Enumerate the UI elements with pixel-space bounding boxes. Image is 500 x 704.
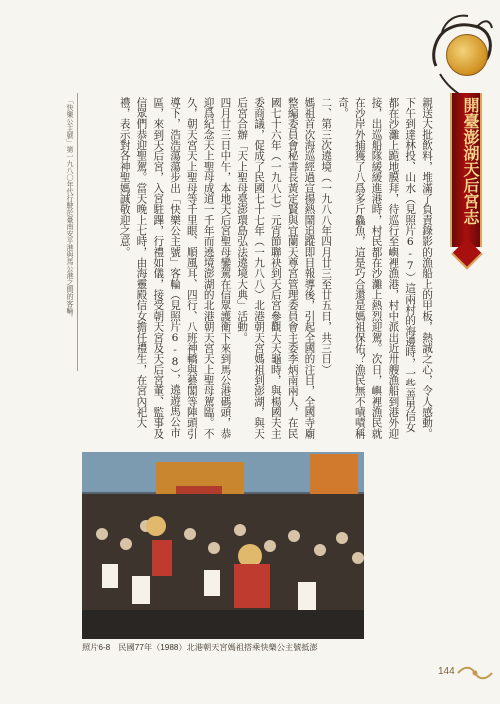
footnote: 「快樂公主號」第一九八〇年代行駛於臺南安平港與馬公港之間的客輪。 <box>66 97 74 321</box>
body-paragraph-1: 親送大批飲料，堆滿了負責錄影的漁船上的甲板，熱誠之心，令人感動。 <box>421 97 433 439</box>
procession-photo <box>82 452 364 639</box>
page-number: 144 <box>438 666 455 677</box>
footnote-divider <box>77 93 78 371</box>
body-paragraph-4: 媽祖首次海巡經過宣揚熱鬧追蹤即目報導後，引起全國的注目，全國寺廟整編委員會秘書長黃定賢與宜蘭天尊宮管理委員會主委李炳南兩人，在民國七十六年（一九八七）元宵節聯袂到天后宮參觀大天龜時，與楊國夫主委商議，促成了民國七十七年（一九八八）北港朝天宮媽祖到澎湖，與天后宮合辦「天上聖母臺澎環島弘法遶境大典」活動。 <box>236 97 316 439</box>
photo-caption: 照片6-8 民國77年（1988）北港朝天宮媽祖搭乘快樂公主號抵澎 <box>82 643 318 652</box>
banner-title: 開臺澎湖天后宮志 <box>461 97 480 225</box>
body-paragraph-2: 下午到達林投、山水（見照片6-7）這兩村的海邊時，一些善男信女都在沙灘上跪地膜拜，待巡行至嶼裡漁港，村中派出近卅艘漁船到港外迎接，出巡船隊緩緩進港時，村民都在沙灘上熱烈迎駕。次日，嶼裡漁民就在沙岸外捕獲了八爲多斤鱻魚，這是巧合還是媽祖保佑？漁民無不嘖嘖稱奇。 <box>337 97 417 439</box>
page-ornament-icon <box>456 663 494 681</box>
body-text <box>118 97 435 440</box>
body-paragraph-5: 四月廿三日中午，本地天后宮聖母鑾駕在信眾護衛下來到馬公港碼頭，恭迎爲紀念天上聖母成道一千年而遶境澎湖的北港朝天宮天上聖母駕臨。不久，朝天宮天上聖母等千里眼、順風耳、四行、八班神轎與藝閣等陣頭引導下，浩浩蕩蕩步出「快樂公主號」客輪（見照片6-8），遶遊馬公市區，來到天后宮，入宮駐蹕，行禮如儀，接受朝天宮及天后宮董、監事及信眾們恭迎聖駕。當天晚上七時，由海靈殿信女擔任禮生，在宮內祀大禮，表示對各神聖媽誠敬迎之意。 <box>118 97 232 439</box>
title-banner <box>450 93 482 247</box>
gold-emblem-icon <box>446 34 488 76</box>
body-paragraph-3: 二、第三次遶境（一九八八年四月廿三至廿五日，共三日） <box>320 97 333 375</box>
